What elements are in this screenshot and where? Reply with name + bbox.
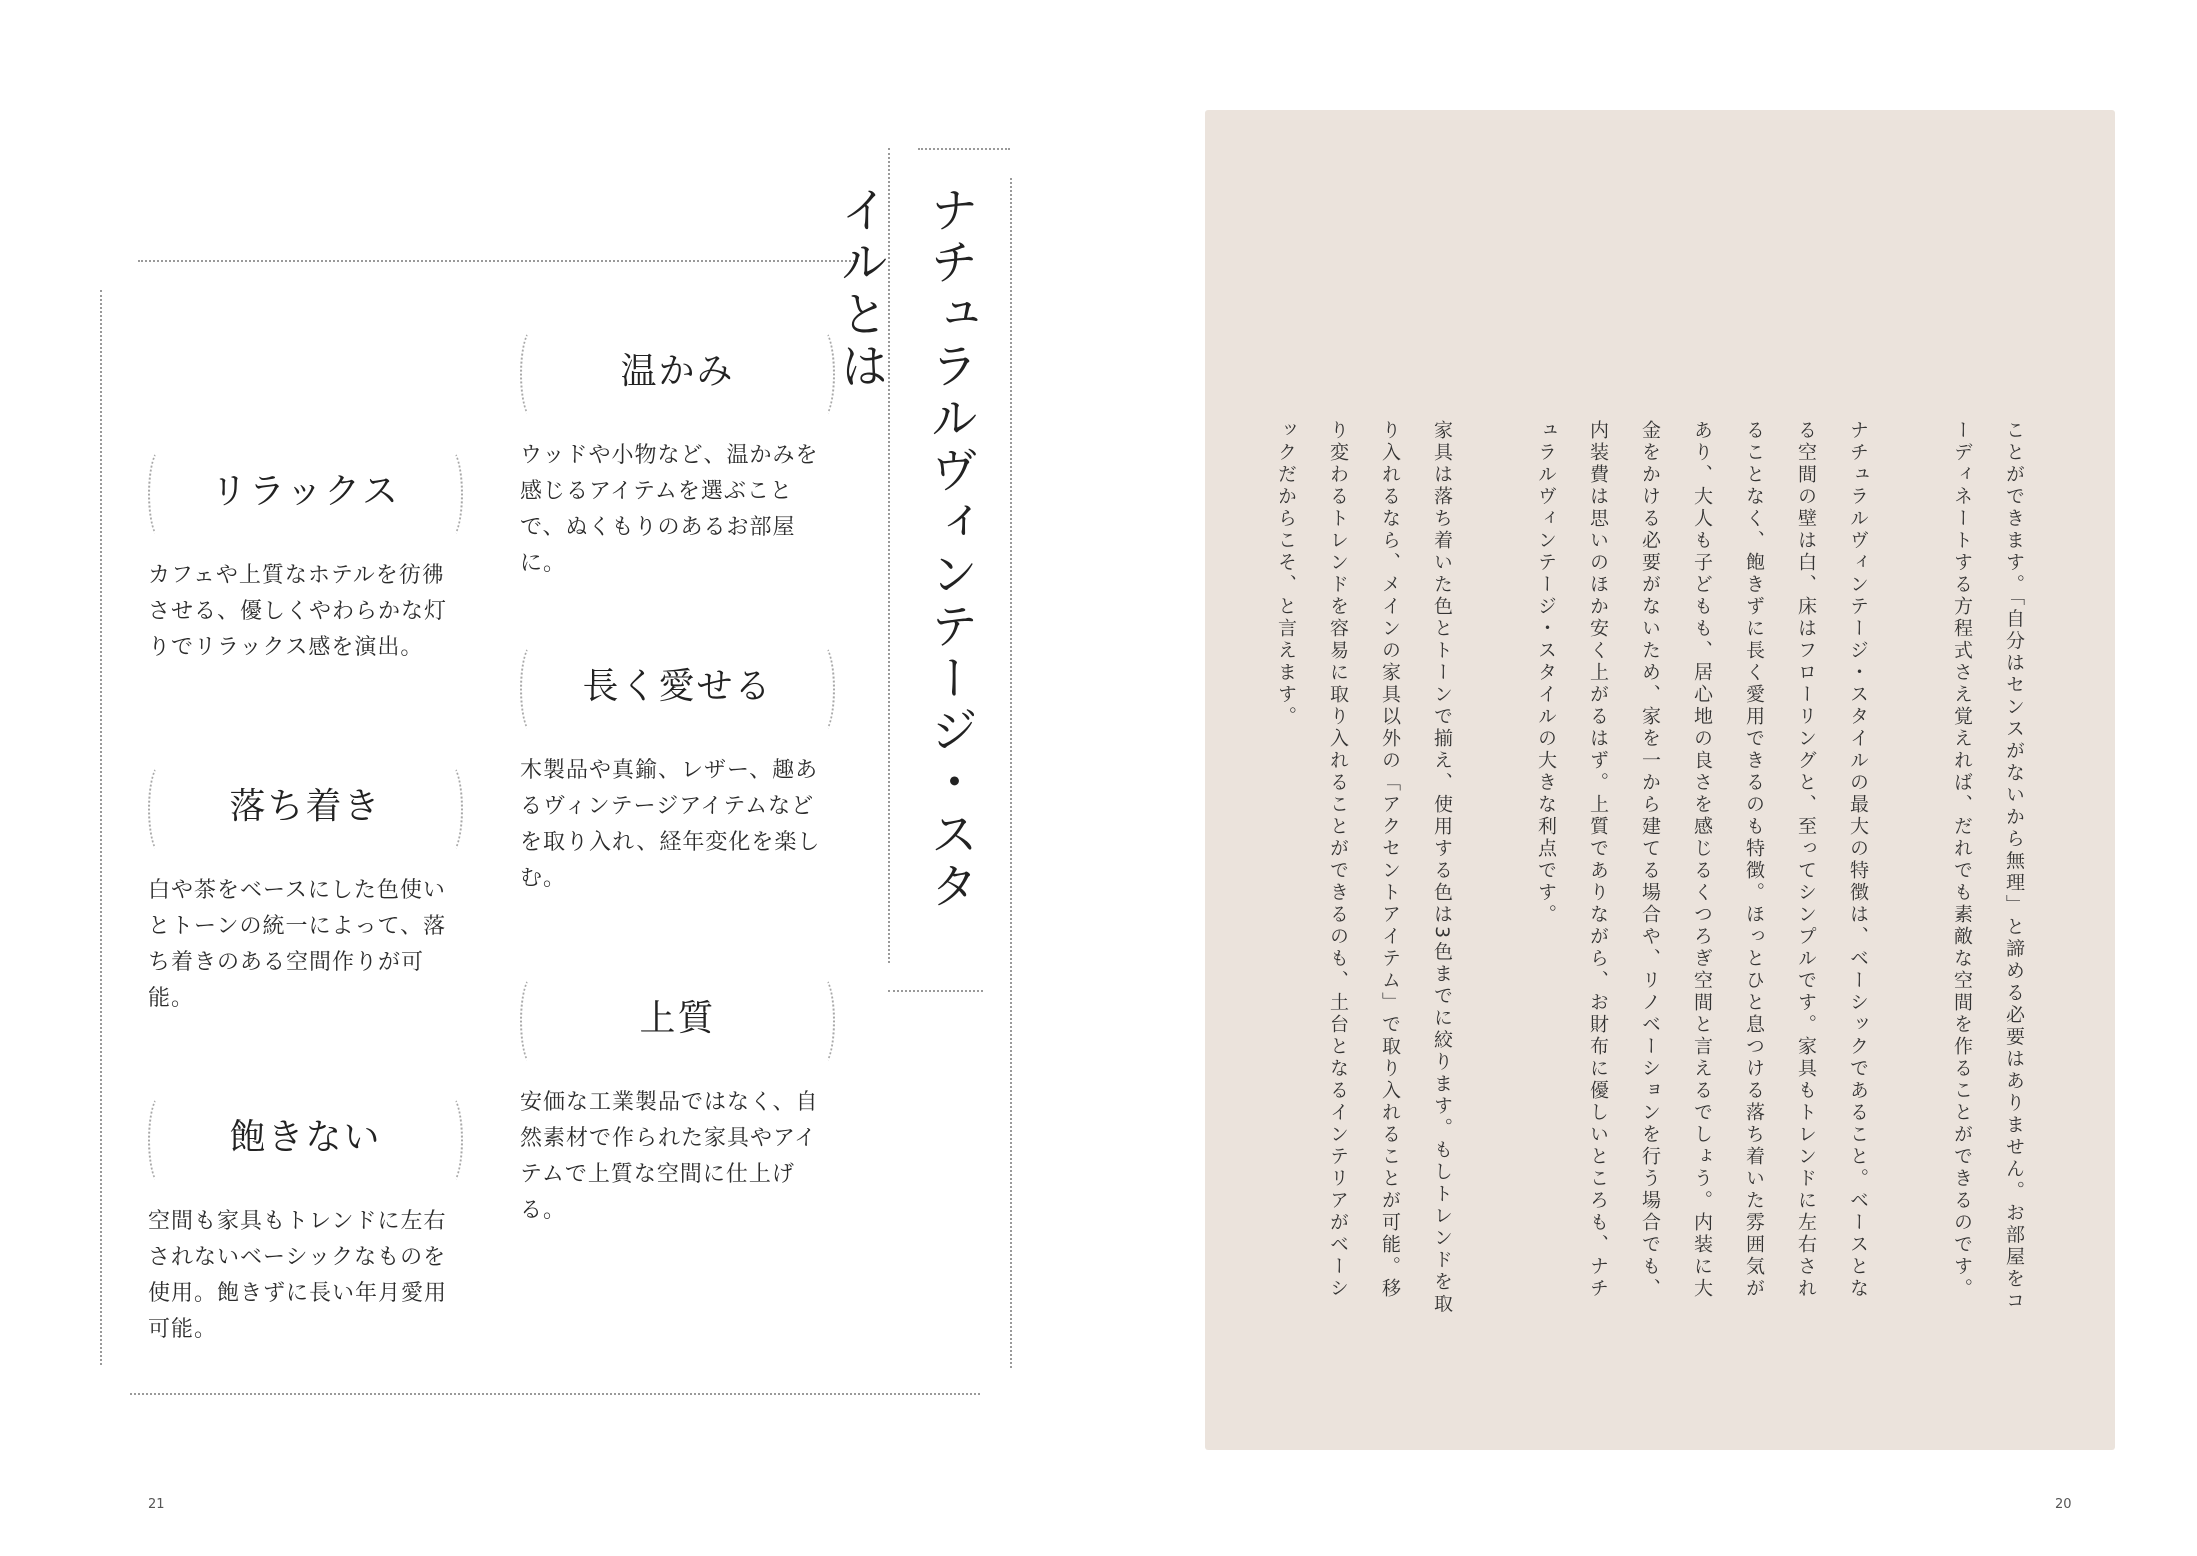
keyword-description: 安価な工業製品ではなく、自然素材で作られた家具やアイテムで上質な空間に仕上げる。 <box>520 1090 819 1223</box>
title-top-line <box>918 148 1010 150</box>
keyword-label: リラックス <box>211 471 400 512</box>
keyword-description: カフェや上質なホテルを彷彿させる、優しくやわらかな灯りでリラックス感を演出。 <box>148 563 448 660</box>
keyword-warmth <box>520 328 835 582</box>
bracket-right-icon <box>809 328 835 420</box>
page-number-left: 21 <box>148 1497 165 1512</box>
bracket-right-icon <box>809 975 835 1067</box>
keyword-header <box>148 1094 463 1182</box>
bracket-right-icon <box>437 763 463 855</box>
keyword-label: 温かみ <box>620 351 735 392</box>
article-paragraph: ことができます。「自分はセンスがないから無理」と諦める必要はありません。お部屋をコーディネートする方程式さえ覚えれば、だれでも素敵な空間を作ることができるのです。 <box>1951 420 2025 1313</box>
title-bottom-line <box>888 990 983 992</box>
frame-top-line <box>138 260 858 262</box>
frame-right-line <box>1010 178 1012 1368</box>
keyword-calm <box>148 763 463 1017</box>
keyword-label: 落ち着き <box>229 786 382 827</box>
article-paragraph: ナチュラルヴィンテージ・スタイルの最大の特徴は、ベーシックであること。ベースとなる空間の壁は白、床はフローリングと、至ってシンプルです。家具もトレンドに左右されることなく、飽きずに長く愛用できるのも特徴。ほっとひと息つける落ち着いた雰囲気があり、大人も子どもも、居心地の良さを感じるくつろぎ空間と言えるでしょう。内装に大金をかける必要がないため、家を一から建てる場合や、リノベーションを行う場合でも、内装費は思いのほか安く上がるはず。上質でありながら、お財布に優しいところも、ナチュラルヴィンテージ・スタイルの大きな利点です。 <box>1535 420 1869 1300</box>
keyword-timeless <box>148 1094 463 1348</box>
page-number-right: 20 <box>2055 1497 2072 1512</box>
keyword-label: 上質 <box>639 998 716 1039</box>
keyword-relax <box>148 448 463 666</box>
keyword-header <box>520 975 835 1063</box>
bracket-right-icon <box>437 1094 463 1186</box>
page-title: ナチュラルヴィンテージ・スタイルとは <box>832 185 978 913</box>
article-body <box>1275 420 2040 1320</box>
keyword-description: 白や茶をベースにした色使いとトーンの統一によって、落ち着きのある空間作りが可能。 <box>148 878 447 1011</box>
keyword-label: 飽きない <box>229 1117 382 1158</box>
keyword-header <box>148 448 463 536</box>
keyword-description: 空間も家具もトレンドに左右されないベーシックなものを使用。飽きずに長い年月愛用可能。 <box>148 1209 448 1342</box>
keyword-lasting <box>520 643 835 897</box>
keyword-header <box>520 643 835 731</box>
bracket-right-icon <box>809 643 835 735</box>
keyword-quality <box>520 975 835 1229</box>
bracket-right-icon <box>437 448 463 540</box>
frame-left-line <box>100 290 102 1365</box>
keyword-label: 長く愛せる <box>582 666 773 707</box>
frame-bottom-line <box>130 1393 980 1395</box>
keyword-description: ウッドや小物など、温かみを感じるアイテムを選ぶことで、ぬくもりのあるお部屋に。 <box>520 443 819 576</box>
keyword-header <box>520 328 835 416</box>
keyword-description: 木製品や真鍮、レザー、趣あるヴィンテージアイテムなどを取り入れ、経年変化を楽しむ。 <box>520 758 821 891</box>
article-paragraph: 家具は落ち着いた色とトーンで揃え、使用する色は3色までに絞ります。もしトレンドを取り入れるなら、メインの家具以外の「アクセントアイテム」で取り入れることが可能。移り変わるトレンドを容易に取り入れることができるのも、土台となるインテリアがベーシックだからこそ、と言えます。 <box>1275 420 1453 1316</box>
keyword-header <box>148 763 463 851</box>
